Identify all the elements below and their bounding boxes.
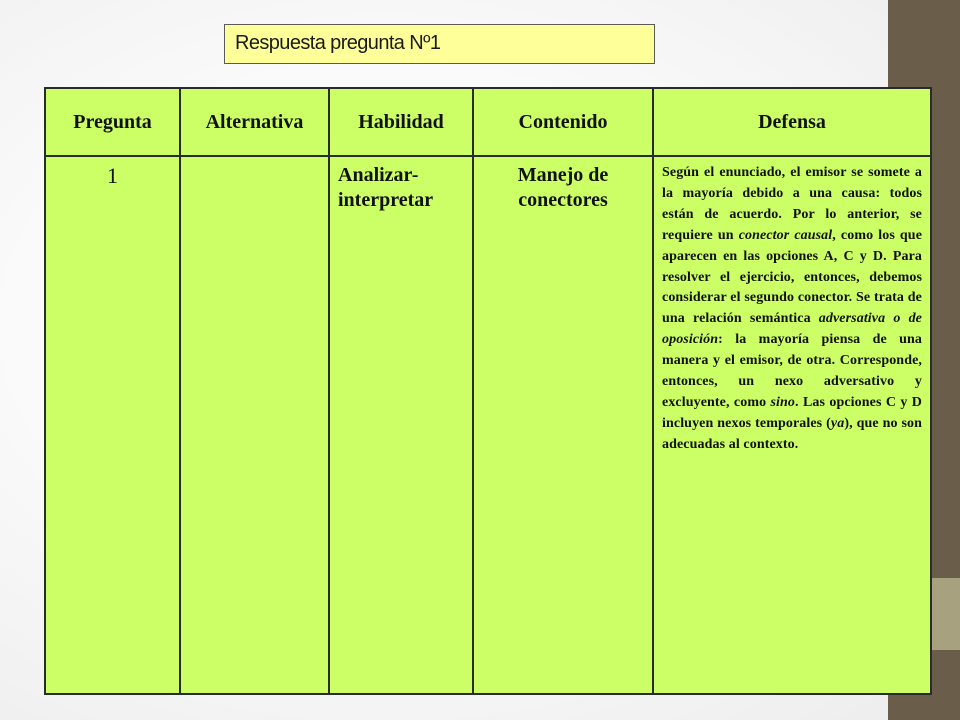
- header-habilidad: Habilidad: [329, 88, 473, 156]
- defense-text-italic-3: sino: [770, 394, 796, 410]
- header-defensa: Defensa: [653, 88, 931, 156]
- defense-text: [654, 157, 930, 456]
- defense-text-part-2: , como los que aparecen en las opciones A, C y D. Para resolver el ejercicio, entonces, debemos considerar el segundo conector. Se trata de una relación semántica: [662, 227, 923, 327]
- defense-text-part-4: . Las opciones C y D incluyen nexos temporales (: [662, 394, 922, 431]
- slide-title: Respuesta pregunta Nº1: [224, 24, 655, 64]
- header-pregunta: Pregunta: [45, 88, 180, 156]
- defense-text-part-3: : la mayoría piensa de una manera y el emisor, de otra. Corresponde, entonces, un nexo adversativo y excluyente, como: [662, 332, 922, 410]
- table-row: [45, 156, 931, 694]
- skill-value: Analizar-interpretar: [338, 164, 434, 211]
- defense-text-italic-1: conector causal: [738, 227, 833, 243]
- header-contenido: Contenido: [473, 88, 653, 156]
- side-decoration-accent: [930, 578, 960, 650]
- cell-defensa: [653, 156, 931, 694]
- header-alternativa: Alternativa: [180, 88, 329, 156]
- question-number: 1: [107, 163, 118, 188]
- cell-habilidad: [329, 156, 473, 694]
- defense-text-italic-2: adversativa o de oposición: [662, 311, 922, 348]
- defense-text-italic-4: ya: [830, 415, 845, 431]
- defense-text-part-1: Según el enunciado, el emisor se somete a la mayoría debido a una causa: todos están de acuerdo. Por lo anterior, se requiere un: [662, 165, 922, 243]
- answer-table: [44, 87, 932, 695]
- table-header-row: [45, 88, 931, 156]
- cell-alternativa: [180, 156, 329, 694]
- cell-contenido: [473, 156, 653, 694]
- defense-text-part-5: ), que no son adecuadas al contexto.: [662, 415, 922, 452]
- cell-pregunta: [45, 156, 180, 694]
- content-value: Manejo de conectores: [517, 164, 609, 211]
